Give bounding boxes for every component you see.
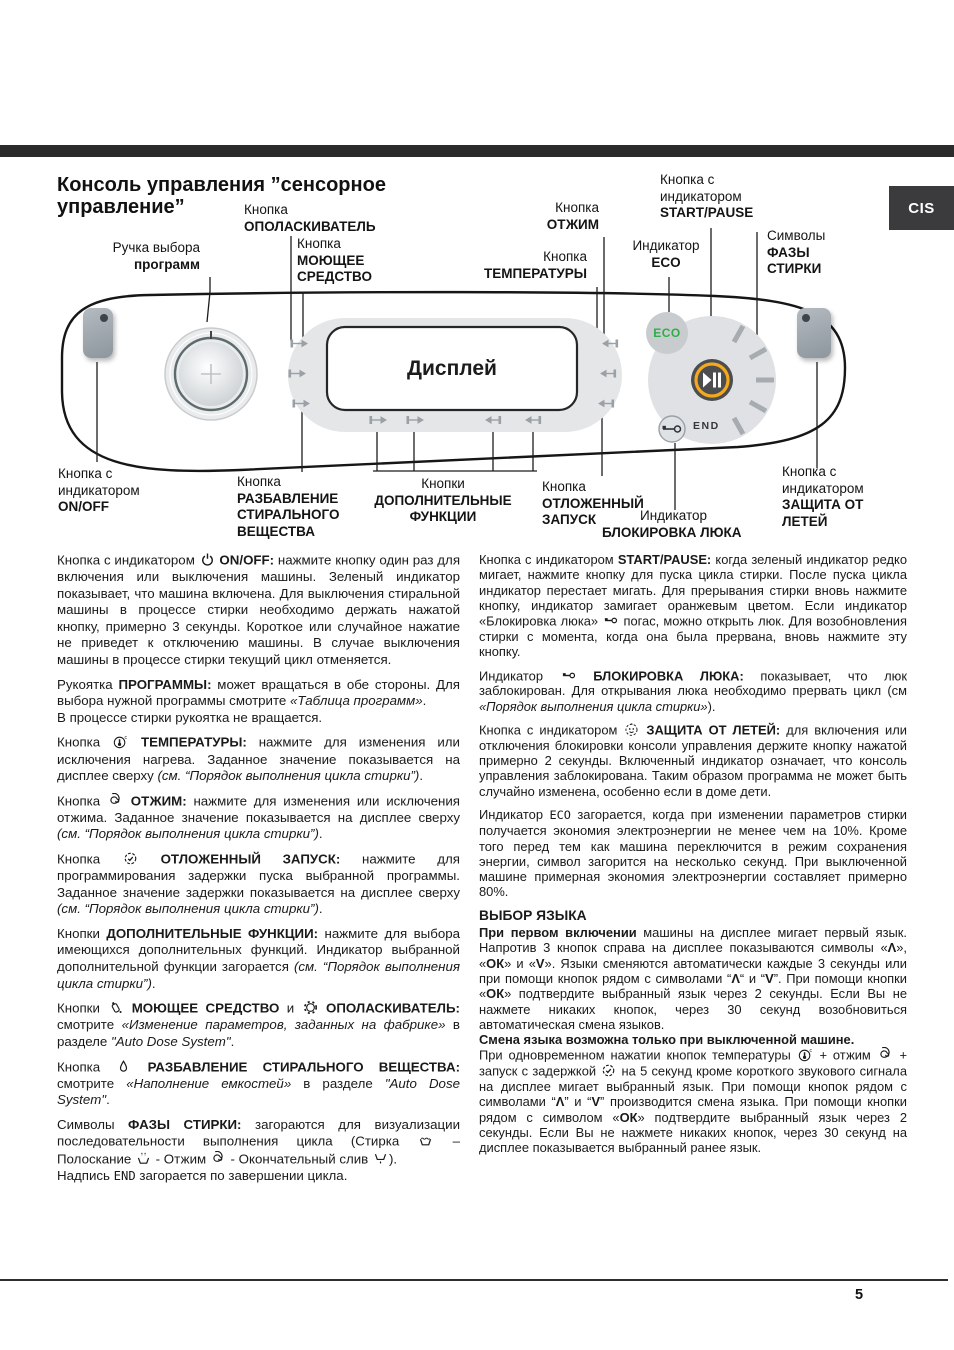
text-segment: когда зеленый индикатор редко мигает, нажмите кнопку для пуска цикла стирки. После пуска цикла индикатор перестает мигать. Для прерывания стирки вновь нажмите кнопку, индикатор замигает оранжевым цветом. Если индикатор «Блокировка люка» <box>479 552 907 629</box>
term-on-off: ON/OFF: <box>215 552 275 568</box>
text-segment: ». Языки сменяются автоматически каждые 3 секунды или при помощи кнопок рядом с символами “ <box>479 955 907 986</box>
region-tag: CIS <box>889 186 954 230</box>
text-segment: Кнопка с индикатором <box>57 552 199 568</box>
callout-delayed-start: Кнопка ОТЛОЖЕННЫЙ ЗАПУСК <box>542 479 644 527</box>
text-segment: Рукоятка <box>57 676 119 692</box>
key-icon <box>603 613 618 628</box>
para-language-change <box>479 1047 907 1155</box>
text-segment: - Окончательный слив <box>226 1151 372 1166</box>
text-segment: смотрите <box>57 1075 127 1091</box>
para-programs <box>57 677 460 727</box>
spin-icon <box>878 1047 893 1062</box>
text-segment: для включения или отключения блокировки консоли управления держите кнопку нажатой примерно 2 секунды. Включенный индикатор означает, что консоль управления заблокирована. Таким образом программа не может быть случайно изменена, особенно если в доме дети. <box>479 722 907 799</box>
text-segment: ”. При помощи кнопки « <box>479 970 907 1002</box>
delayed-start-icon <box>601 1063 616 1078</box>
end-indicator: END <box>693 420 720 432</box>
text-segment: ” производится смена языка. При помощи кнопки рядом с символом « <box>479 1094 907 1125</box>
footer-divider <box>0 1279 948 1281</box>
para-on-off <box>57 552 460 669</box>
text-segment: машины на дисплее мигает первый язык. Напротив 3 кнопок справа на дисплее показываются символы « <box>479 925 907 956</box>
text-segment: нажмите для выбора имеющихся дополнительных функций. Индикатор выбранной дополнительной функции загорается <box>57 925 461 975</box>
text-segment: Кнопка с индикатором <box>479 722 624 738</box>
term-extra-functions: ДОПОЛНИТЕЛЬНЫЕ ФУНКЦИИ: <box>106 925 319 941</box>
para-spin <box>57 793 460 843</box>
text-segment: . <box>106 1092 110 1108</box>
ok-symbol: ОК <box>619 1109 638 1125</box>
callout-spin: Кнопка ОТЖИМ <box>546 200 599 232</box>
text-segment: на 5 секунд кроме короткого звукового сигнала на дисплее мигает выбранный язык. При помощи кнопок рядом с символами “ <box>479 1063 907 1110</box>
term-temperature: ТЕМПЕРАТУРЫ: <box>129 734 247 750</box>
page-number: 5 <box>855 1287 864 1303</box>
text-segment: Надпись <box>57 1167 114 1183</box>
text-segment: (см. “Порядок выполнения цикла стирки”) <box>157 768 420 784</box>
text-segment: Кнопка <box>57 851 122 867</box>
thermometer-icon <box>113 734 128 749</box>
para-wash-phases <box>57 1117 460 1184</box>
text-segment: нажмите кнопку один раз для включения или выключения машины. Зеленый индикатор показывает, что машина включена. Для выключения стиральной машины в процессе стирки необходимо держать нажатой кнопку, примерно 3 секунды. Короткое или случайное нажатие не приведет к отключению машины. В случае выключения машины в процессе стирки текущий цикл отменяется. <box>57 552 461 668</box>
callout-door-lock: Индикатор БЛОКИРОВКА ЛЮКА <box>602 508 742 540</box>
down-symbol: V <box>765 970 774 986</box>
text-segment: - Отжим <box>151 1151 210 1166</box>
text-segment: . <box>230 1033 235 1049</box>
spin-icon <box>211 1151 226 1166</box>
text-segment: Кнопка <box>57 793 107 809</box>
wash-phase-icon <box>418 1133 433 1148</box>
text-segment: В процессе стирки рукоятка не вращается. <box>57 709 323 725</box>
text-segment: При первом включении <box>479 925 637 941</box>
page-title-line2: управление” <box>57 196 185 218</box>
text-segment: “ и “ <box>739 970 766 986</box>
text-segment: «Таблица программ» <box>290 693 423 709</box>
text-segment: Символы <box>57 1116 129 1132</box>
child-lock-icon <box>624 722 639 737</box>
delayed-start-icon <box>123 851 138 866</box>
term-spin: ОТЖИМ: <box>123 793 187 809</box>
para-child-lock <box>479 722 907 799</box>
text-segment: (см. “Порядок выполнения цикла стирки”) <box>57 901 319 917</box>
text-segment: в разделе <box>291 1075 385 1091</box>
term-detergent: МОЮЩЕЕ СРЕДСТВО <box>124 1000 280 1016</box>
rinse-phase-icon <box>136 1151 151 1166</box>
callout-on-off: Кнопка с индикатором ON/OFF <box>58 466 140 514</box>
spin-icon <box>108 793 123 808</box>
text-segment: Кнопки <box>57 1000 108 1016</box>
text-segment: в разделе <box>57 1017 460 1049</box>
callout-programs-knob: Ручка выбора программ <box>112 240 200 272</box>
term-start-pause: START/PAUSE: <box>617 552 712 567</box>
callout-extra-functions: Кнопки ДОПОЛНИТЕЛЬНЫЕ ФУНКЦИИ <box>374 476 512 524</box>
text-segment: "Auto Dose System" <box>111 1033 231 1049</box>
key-icon <box>561 668 576 683</box>
text-segment: ). <box>388 1151 398 1166</box>
language-section-heading: ВЫБОР ЯЗЫКА <box>479 907 587 923</box>
text-segment: ” и “ <box>564 1094 592 1110</box>
text-segment: Кнопки <box>57 925 107 941</box>
text-segment: . <box>419 768 424 784</box>
text-segment: показывает, что люк заблокирован. Для открывания люка необходимо прервать цикл (см <box>479 668 907 699</box>
door-lock-indicator <box>659 416 685 442</box>
on-off-button <box>83 308 113 358</box>
text-segment: . <box>318 901 323 917</box>
up-symbol: Λ <box>555 1094 565 1110</box>
button-indicator-dot <box>802 314 810 322</box>
text-segment: Индикатор <box>479 668 560 684</box>
text-segment: » и « <box>504 955 536 971</box>
text-segment: Кнопка с индикатором <box>479 552 618 567</box>
para-delayed-start <box>57 851 460 918</box>
text-segment: – Полоскание <box>57 1133 460 1166</box>
button-indicator-dot <box>100 314 108 322</box>
para-temperature <box>57 734 460 784</box>
text-segment: "Auto Dose System" <box>57 1075 460 1108</box>
text-segment: » подтвердите выбранный язык через 2 секунды. Если Вы не нажмете никаких кнопок, через 30 секунд на дисплее показывается выбранный ранее язык. <box>479 1109 907 1156</box>
up-symbol: Λ <box>731 970 740 986</box>
text-segment: нажмите для программирования задержки пуска выбранной программы. Заданное значение задержки показывается на дисплее сверху <box>57 851 460 900</box>
down-symbol: V <box>535 955 545 971</box>
callout-start-pause: Кнопка с индикатором START/PAUSE <box>660 172 754 220</box>
down-symbol: V <box>591 1094 601 1110</box>
para-start-pause <box>479 552 907 660</box>
callout-eco: Индикатор ECO <box>632 238 700 270</box>
callout-rinse-aid: Кнопка ОПОЛАСКИВАТЕЛЬ <box>244 202 376 234</box>
text-segment: + отжим <box>813 1047 877 1063</box>
text-segment: », « <box>479 940 907 971</box>
text-segment: Смена языка возможна только при выключенной машине. <box>479 1032 855 1048</box>
droplet-icon <box>116 1059 131 1074</box>
left-text-column <box>57 552 460 1192</box>
eco-label-text: ECO <box>549 807 571 822</box>
term-rinse-aid: ОПОЛАСКИВАТЕЛЬ: <box>326 1000 460 1016</box>
term-door-lock: БЛОКИРОВКА ЛЮКА: <box>576 668 744 684</box>
text-segment: . <box>318 826 323 842</box>
text-segment: ). <box>707 698 716 714</box>
text-segment: погас, можно открыть люк. Для возобновления стирки с момента, когда она была прервана, вновь нажмите эту кнопку. <box>479 613 907 660</box>
text-segment: «Наполнение емкостей» <box>126 1075 292 1091</box>
term-delayed-start: ОТЛОЖЕННЫЙ ЗАПУСК: <box>138 851 341 867</box>
callout-child-lock: Кнопка с индикатором ЗАЩИТА ОТ ЛЕТЕЙ <box>782 464 864 529</box>
text-segment: смотрите <box>57 1017 122 1033</box>
text-segment: загорается по завершении цикла. <box>135 1167 348 1183</box>
thermometer-icon <box>798 1047 813 1062</box>
ok-symbol: ОК <box>486 986 505 1002</box>
para-eco <box>479 807 907 900</box>
para-detergent-rinse-aid <box>57 1000 460 1050</box>
text-segment: может вращаться в обе стороны. Для выбора нужной программы смотрите <box>57 676 460 709</box>
text-segment: (см. “Порядок выполнения цикла стирки”) <box>57 959 460 991</box>
text-segment: . <box>151 975 156 991</box>
page-title-line1: Консоль управления ”сенсорное <box>57 174 386 196</box>
term-dilution: РАЗБАВЛЕНИЕ СТИРАЛЬНОГО ВЕЩЕСТВА: <box>132 1059 461 1075</box>
display-label: Дисплей <box>407 356 497 380</box>
text-segment: Кнопка <box>57 1059 116 1075</box>
text-segment: Кнопка <box>57 734 113 750</box>
para-language-first-start <box>479 925 907 1032</box>
para-language-note <box>479 1032 907 1047</box>
end-label-text: END <box>113 1168 136 1183</box>
drain-phase-icon <box>373 1151 388 1166</box>
text-segment: Индикатор <box>479 806 550 822</box>
up-symbol: Λ <box>887 940 897 956</box>
callout-dilution: Кнопка РАЗБАВЛЕНИЕ СТИРАЛЬНОГО ВЕЩЕСТВА <box>237 474 340 539</box>
callout-temperature: Кнопка ТЕМПЕРАТУРЫ <box>484 249 587 281</box>
text-segment: » подтвердите выбранный язык через 2 секунды. Если Вы не нажмете никаких кнопок, через 30 секунд возобновиться автоматическая смена языков. <box>479 986 907 1032</box>
rinse-aid-gear-icon <box>303 1000 318 1015</box>
ok-symbol: ОК <box>486 955 505 971</box>
text-segment: . <box>422 693 427 709</box>
para-dilution <box>57 1059 460 1109</box>
term-wash-phases: ФАЗЫ СТИРКИ: <box>128 1116 242 1132</box>
term-programs: ПРОГРАММЫ: <box>118 676 212 692</box>
para-extra-functions <box>57 926 460 992</box>
callout-detergent: Кнопка МОЮЩЕЕ СРЕДСТВО <box>297 236 372 284</box>
text-segment: (см. “Порядок выполнения цикла стирки”) <box>57 826 319 842</box>
term-child-lock: ЗАЩИТА ОТ ЛЕТЕЙ: <box>640 722 781 738</box>
text-segment: «Порядок выполнения цикла стирки» <box>479 698 708 714</box>
para-door-lock <box>479 668 907 714</box>
text-segment: «Изменение параметров, заданных на фабрике» <box>121 1017 446 1033</box>
text-segment: и <box>279 1000 302 1016</box>
text-segment: нажмите для изменения или исключения нагрева. Заданное значение показывается на дисплее сверху <box>57 734 460 784</box>
detergent-bottle-icon <box>108 1000 123 1015</box>
callout-wash-phases: Символы ФАЗЫ СТИРКИ <box>767 228 826 276</box>
eco-indicator: ECO <box>646 312 688 354</box>
text-segment: При одновременном нажатии кнопок температуры <box>479 1047 797 1063</box>
text-segment: нажмите для изменения или исключения отжима. Заданное значение показывается на дисплее сверху <box>57 793 461 825</box>
child-lock-button <box>797 308 831 358</box>
text-segment: загораются для визуализации последовательности выполнения цикла (Стирка <box>57 1116 460 1149</box>
text-segment: загорается, когда при изменении параметров стирки получается экономия электроэнергии не менее чем на 10%. Кроме того перед тем как машина переключится в режим сохранения энергии, символ загорится на несколько секунд. При выключенной машине примерная экономия электроэнергии составляет примерно 80%. <box>479 806 907 900</box>
right-text-column <box>479 552 907 1163</box>
power-icon <box>200 552 215 567</box>
text-segment: + запуск с задержкой <box>479 1047 907 1079</box>
program-knob <box>165 328 257 420</box>
